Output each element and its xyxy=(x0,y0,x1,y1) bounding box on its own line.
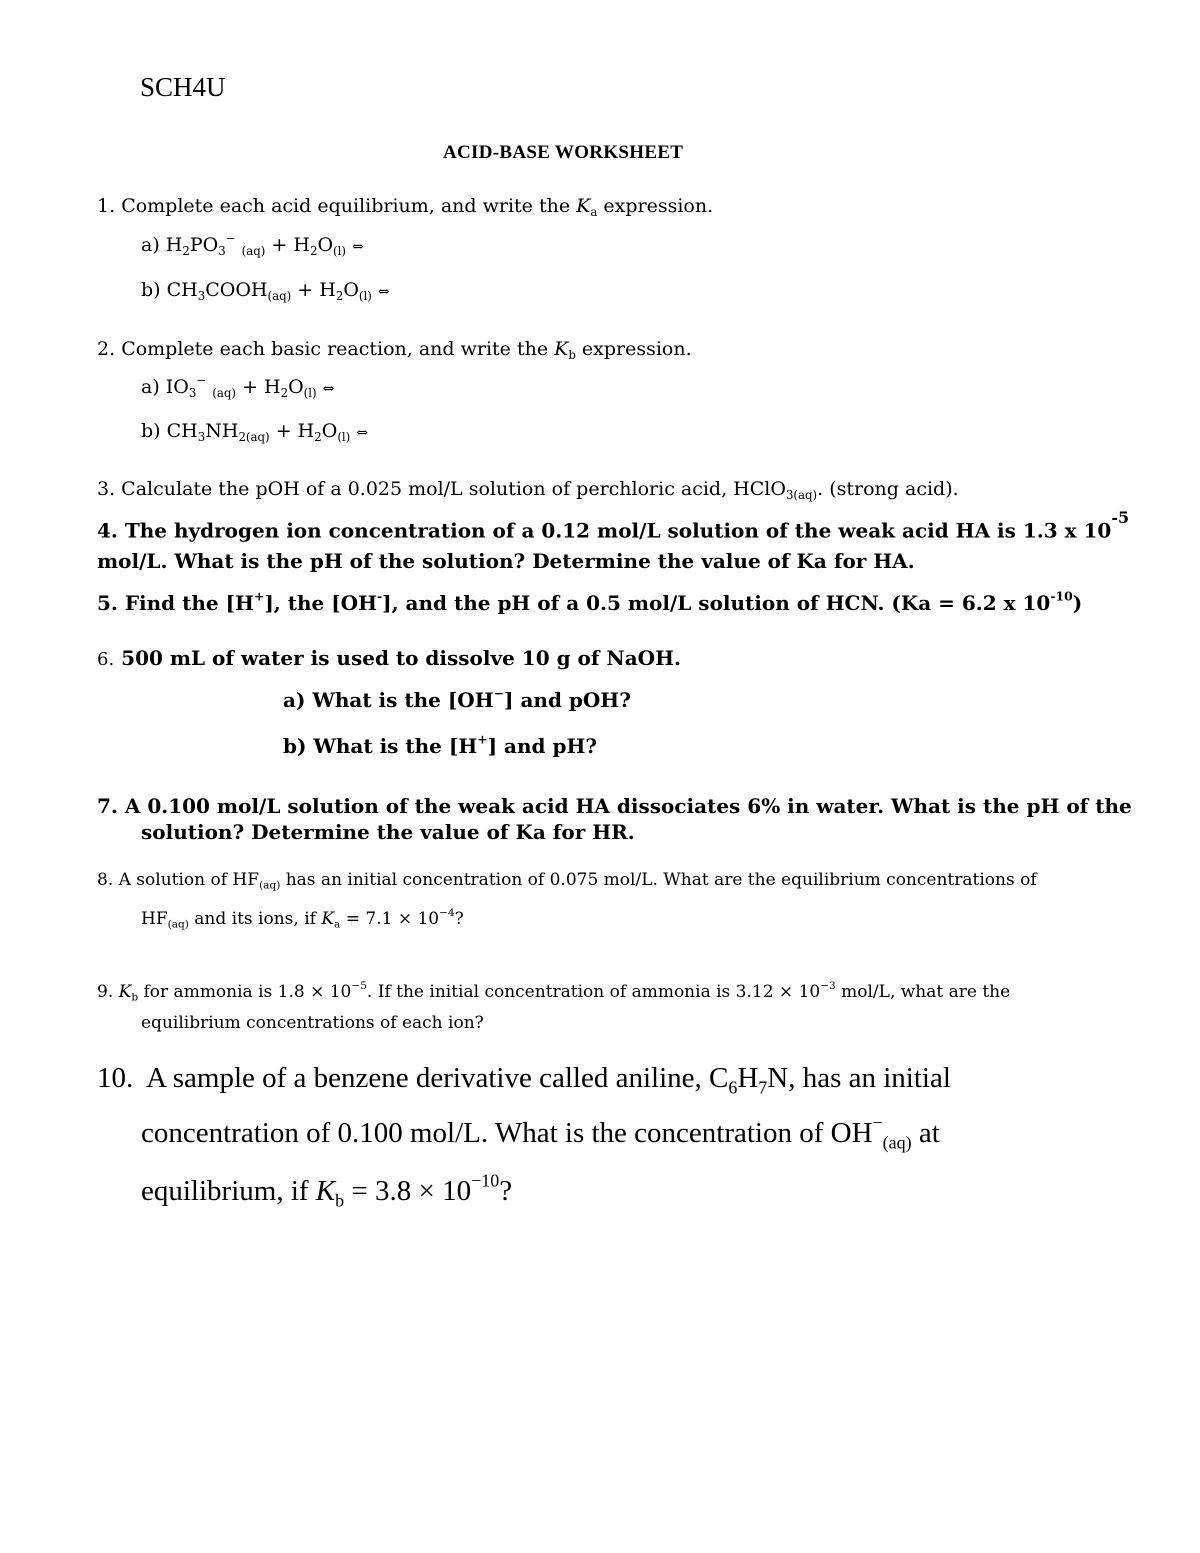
q9-number: 9. xyxy=(97,982,114,1002)
question-7-line-1: 7. A 0.100 mol/L solution of the weak acid HA dissociates 6% in water. What is the pH of the xyxy=(97,794,1132,818)
q5-text: ) xyxy=(1072,591,1083,615)
q6b-text: b) What is the [H xyxy=(283,734,478,758)
q10-charge: − xyxy=(872,1112,883,1133)
question-10-line-3 xyxy=(141,1170,513,1211)
question-9-line-1 xyxy=(97,982,1010,1002)
q8-exponent: −4 xyxy=(439,907,455,920)
q10-text: N, has an initial xyxy=(767,1062,951,1094)
q2b-plus: + H xyxy=(275,420,315,442)
q8-text: and its ions, if xyxy=(194,909,316,929)
q9-k-symbol: K xyxy=(118,982,132,1002)
question-4-line-1 xyxy=(97,508,1130,543)
q1b-sub: 2 xyxy=(335,289,344,304)
q10-exponent: −10 xyxy=(471,1170,500,1191)
q1a-plus: + H xyxy=(271,234,310,256)
question-8-line-1 xyxy=(97,870,1037,890)
q2b-formula: O xyxy=(321,420,338,442)
q2b-sub: 3 xyxy=(197,430,206,445)
q1b-formula: COOH xyxy=(205,279,268,301)
q2-k-subscript: b xyxy=(568,348,576,363)
q4-text: 4. The hydrogen ion concentration of a 0.12 mol/L solution of the weak acid HA is 1.3 x 10 xyxy=(97,518,1112,543)
q9-text: . If the initial concentration of ammonia is 3.12 × 10 xyxy=(366,982,821,1002)
q1a-charge: − xyxy=(225,231,236,246)
equilibrium-arrow-icon: ⇔ xyxy=(352,239,364,255)
q5-charge: + xyxy=(253,588,265,604)
q1b-state: (aq) xyxy=(267,289,292,304)
q8-text: = 7.1 × 10 xyxy=(345,909,440,929)
q1a-formula: PO xyxy=(189,234,219,256)
q10-state: (aq) xyxy=(882,1132,912,1153)
q1a-sub: 2 xyxy=(309,244,318,259)
q2b-state: 2(aq) xyxy=(238,430,270,445)
q1b-sub: 3 xyxy=(197,289,206,304)
question-1 xyxy=(97,195,714,220)
question-9-line-2: equilibrium concentrations of each ion? xyxy=(141,1013,484,1033)
q1-number: 1. xyxy=(97,195,116,217)
q10-sub: 6 xyxy=(728,1077,738,1098)
q5-text: ], the [OH xyxy=(264,591,377,615)
question-6b xyxy=(283,731,598,758)
question-1a xyxy=(141,231,364,259)
q3-text-end: . (strong acid). xyxy=(817,478,959,500)
equilibrium-arrow-icon: ⇔ xyxy=(377,284,390,300)
q10-text: at xyxy=(918,1117,940,1149)
q10-text: equilibrium, if xyxy=(141,1175,309,1207)
q10-formula: H xyxy=(737,1062,759,1094)
q1a-sub: 2 xyxy=(182,244,190,259)
q2a-plus: + H xyxy=(242,376,281,398)
question-10-line-2 xyxy=(141,1112,940,1153)
q5-charge: - xyxy=(376,588,383,604)
question-2b xyxy=(141,420,369,445)
q9-exponent: −3 xyxy=(820,980,836,993)
q5-text: 5. Find the [H xyxy=(97,591,254,615)
q8-k-symbol: K xyxy=(321,909,335,929)
q8-k-subscript: a xyxy=(334,918,341,931)
question-6a xyxy=(283,685,631,712)
q8-text: HF xyxy=(141,909,168,929)
q2-number: 2. xyxy=(97,338,116,360)
q2-text-end: expression. xyxy=(581,338,692,360)
q6a-text: a) What is the [OH xyxy=(283,688,494,712)
q10-text: ? xyxy=(499,1175,513,1207)
question-7-line-2: solution? Determine the value of Ka for HR. xyxy=(141,820,635,844)
question-1b xyxy=(141,279,390,304)
q5-exponent: -10 xyxy=(1050,588,1073,604)
question-8-line-2 xyxy=(141,909,464,929)
q2a-sub: 2 xyxy=(280,386,289,401)
q1a-state: (l) xyxy=(333,244,346,259)
q1a-state: (aq) xyxy=(241,244,266,259)
q3-text: 3. Calculate the pOH of a 0.025 mol/L solution of perchloric acid, HClO xyxy=(97,478,786,500)
q2b-label: b) CH xyxy=(141,420,198,442)
q1-k-subscript: a xyxy=(590,205,598,220)
q8-text: 8. A solution of HF xyxy=(97,870,260,890)
question-2a xyxy=(141,373,335,401)
q1a-sub: 3 xyxy=(218,244,226,259)
q6a-charge: − xyxy=(493,685,505,701)
equilibrium-arrow-icon: ⇔ xyxy=(356,425,369,441)
q2a-sub: 3 xyxy=(188,386,197,401)
question-4-line-2: mol/L. What is the pH of the solution? Determine the value of Ka for HA. xyxy=(97,549,915,573)
q6-number: 6. xyxy=(97,649,115,670)
q9-k-subscript: b xyxy=(131,991,139,1004)
q8-text: ? xyxy=(454,909,464,929)
q9-text: for ammonia is 1.8 × 10 xyxy=(143,982,352,1002)
question-3 xyxy=(97,478,959,503)
question-5 xyxy=(97,588,1083,615)
q8-state: (aq) xyxy=(259,879,281,892)
worksheet-title: ACID-BASE WORKSHEET xyxy=(443,142,684,163)
q8-text: has an initial concentration of 0.075 mol/L. What are the equilibrium concentrations of xyxy=(285,870,1037,890)
equilibrium-arrow-icon: ⇔ xyxy=(322,381,335,397)
q10-k-symbol: K xyxy=(315,1175,336,1207)
q9-exponent: −5 xyxy=(351,980,367,993)
q9-text: mol/L, what are the xyxy=(841,982,1011,1002)
question-6 xyxy=(97,646,681,670)
q5-text: ], and the pH of a 0.5 mol/L solution of HCN. (Ka = 6.2 x 10 xyxy=(382,591,1051,615)
course-code: SCH4U xyxy=(140,72,226,102)
q1-k-symbol: K xyxy=(576,195,591,217)
q1-text: Complete each acid equilibrium, and write the xyxy=(121,195,571,217)
q6b-text: ] and pH? xyxy=(487,734,598,758)
q2b-formula: NH xyxy=(205,420,239,442)
q1b-formula: O xyxy=(343,279,359,301)
q2-text: Complete each basic reaction, and write the xyxy=(121,338,549,360)
q1a-label: a) H xyxy=(141,234,183,256)
q10-text: concentration of 0.100 mol/L. What is the concentration of OH xyxy=(141,1117,873,1149)
q2a-state: (l) xyxy=(303,386,317,401)
q10-k-subscript: b xyxy=(335,1190,345,1211)
q4-exponent: -5 xyxy=(1111,508,1130,527)
q10-number: 10. xyxy=(97,1062,134,1094)
q6a-text: ] and pOH? xyxy=(504,688,631,712)
q1b-plus: + H xyxy=(297,279,336,301)
q2b-sub: 2 xyxy=(314,430,322,445)
q2b-state: (l) xyxy=(337,430,351,445)
q1a-formula: O xyxy=(317,234,334,256)
q8-state: (aq) xyxy=(167,918,189,931)
q1b-state: (l) xyxy=(358,289,372,304)
q6b-charge: + xyxy=(477,731,488,747)
q2a-charge: − xyxy=(196,373,207,388)
q6-text: 500 mL of water is used to dissolve 10 g of NaOH. xyxy=(121,646,681,670)
q10-text: = 3.8 × 10 xyxy=(351,1175,472,1207)
q2a-formula: O xyxy=(288,376,304,398)
question-2 xyxy=(97,338,692,363)
q2-k-symbol: K xyxy=(554,338,569,360)
q1-text-end: expression. xyxy=(603,195,714,217)
q2a-label: a) IO xyxy=(141,376,189,398)
q3-subscript: 3(aq) xyxy=(785,488,818,503)
q2a-state: (aq) xyxy=(212,386,237,401)
q10-text: A sample of a benzene derivative called aniline, C xyxy=(146,1062,729,1094)
q10-sub: 7 xyxy=(758,1077,768,1098)
question-10-line-1 xyxy=(97,1062,951,1098)
q1b-label: b) CH xyxy=(141,279,198,301)
